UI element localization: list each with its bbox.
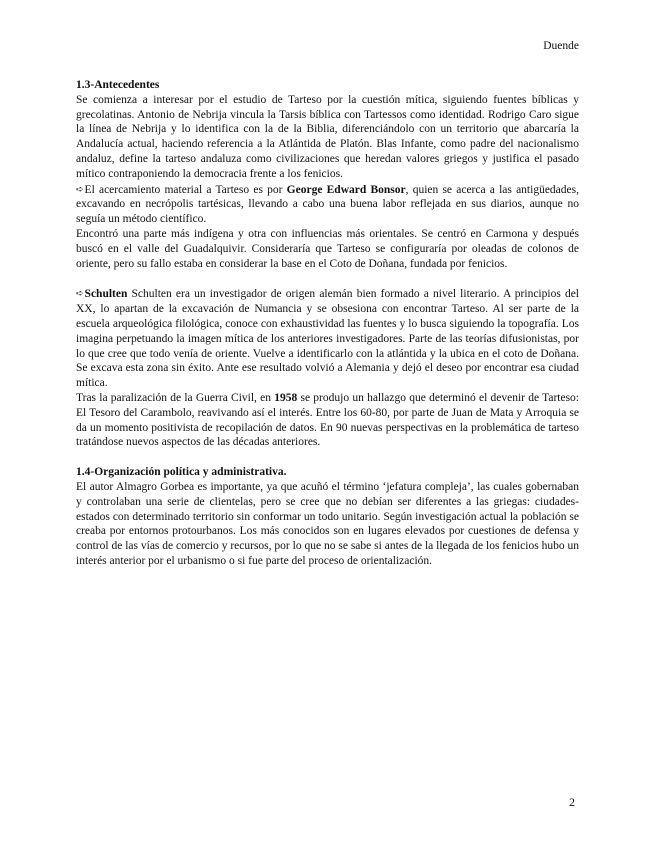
carambolo-year: 1958 xyxy=(274,391,298,404)
paragraph-spacer xyxy=(76,271,579,286)
bonsor-text-after: , quien se acerca a las antigüedades, excavando en necrópolis tartésicas, llevando a cabo una buena labor reflejada en sus diarios, aunque no seguía un método científico. xyxy=(76,183,579,226)
paragraph-almagro: El autor Almagro Gorbea es importante, ya que acuñó el término ‘jefatura compleja’, las cuales gobernaban y controlaban una serie de clientelas, pero se cree que no debían ser diferentes a las griegas: ciudades-estados con determinado territorio sin conformar un todo unitario. Según investigación actual la población se creaba por entornos protourbanos. Los más conocidos son en lugares elevados por cuestiones de defensa y control de las vías de comercio y recursos, por lo que no se sabe si antes de la llegada de los fenicios hubo un interés anterior por el urbanismo o si fue parte del proceso de orientalización. xyxy=(76,480,579,567)
section-heading-organizacion: 1.4-Organización política y administrativa. xyxy=(76,466,287,479)
schulten-text: Schulten era un investigador de origen alemán bien formado a nivel literario. A principios del XX, lo apartan de la excavación de Numancia y se obsesiona con encontrar Tarteso. Al ser parte de la escuela arqueológica filológica, conoce con exhaustividad las fuentes y lo busca siguiendo la topografía. Los imagina perpetuando la imagen mítica de los anteriores investigadores. Parte de las teorías difusionistas, por lo que cree que todo venía de oriente. Vuelve a identificarlo con la atlántida y la ubica en el coto de Doñana. Se excava esta zona sin éxito. Ante ese resultado volvió a Alemania y dejó el deseo por encontrar esa ciudad mítica. xyxy=(76,288,579,390)
schulten-name: Schulten xyxy=(84,288,128,301)
page-header-author: Duende xyxy=(543,40,579,52)
page-number: 2 xyxy=(569,795,575,809)
paragraph-carambolo xyxy=(76,391,579,450)
paragraph-schulten xyxy=(76,286,579,391)
bonsor-text-before: El acercamiento material a Tarteso es por xyxy=(84,183,287,196)
bonsor-name: George Edward Bonsor xyxy=(286,183,406,196)
paragraph-bonsor xyxy=(76,182,579,227)
section-heading-antecedentes: 1.3-Antecedentes xyxy=(76,79,160,91)
carambolo-text-after: se produjo un hallazgo que determinó el devenir de Tarteso: El Tesoro del Carambolo, reavivando así el interés. Entre los 60-80, por parte de Juan de Mata y Arroquia se da un momento positivista de recopilación de datos. En 90 nuevas perspectivas en la problemática de tarteso tratándose nuevos aspectos de las décadas anteriores. xyxy=(76,391,579,449)
section-spacer xyxy=(76,450,579,465)
carambolo-text-before: Tras la paralización de la Guerra Civil, en xyxy=(76,391,275,404)
arrow-bullet-icon: ➪ xyxy=(76,288,84,299)
paragraph-carmona: Encontró una parte más indígena y otra con influencias más orientales. Se centró en Carmona y después buscó en el valle del Guadalquivir. Consideraría que Tarteso se configuraría por oleadas de colonos de oriente, pero su fallo estaba en considerar la base en el Coto de Doñana, fundada por fenicios. xyxy=(76,227,579,270)
paragraph-intro: Se comienza a interesar por el estudio de Tarteso por la cuestión mítica, siguiendo fuentes bíblicas y grecolatinas. Antonio de Nebrija vincula la Tarsis bíblica con Tartessos como identidad. Rodrigo Caro sigue la línea de Nebrija y lo identifica con la de la Biblia, diferenciándolo con un territorio que abarcaría la Andalucía actual, haciendo referencia a la Atlántida de Platón. Blas Infante, como padre del nacionalismo andaluz, define la tarteso andaluza como civilizaciones que heredan valores griegos y justifica el pasado mítico contraponiendo la democracia frente a los fenicios. xyxy=(76,93,579,180)
document-body xyxy=(76,78,579,569)
arrow-bullet-icon: ➪ xyxy=(76,183,84,194)
